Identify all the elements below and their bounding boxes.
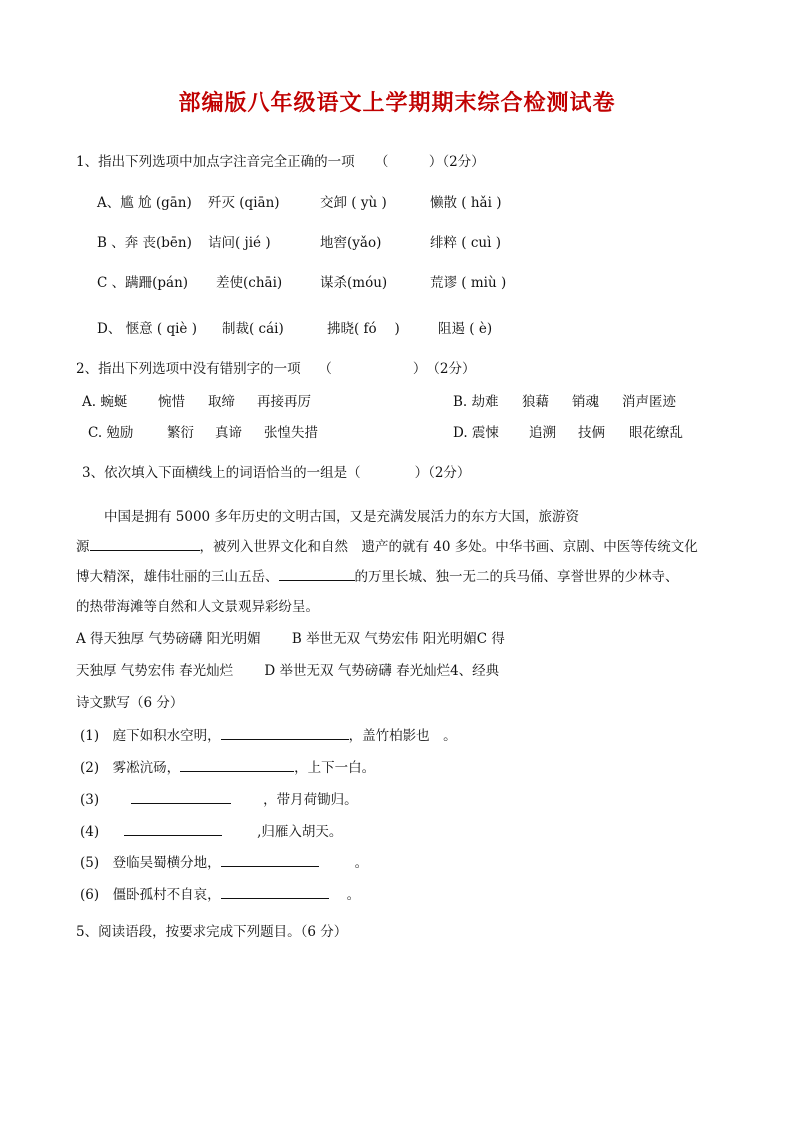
q1-option-d-4: 阻遏 ( è) — [438, 321, 493, 337]
q1-option-c-1: C 、蹒跚(pán) — [97, 275, 189, 291]
q2-option-a-1: A. 蜿蜒 — [82, 394, 128, 410]
q3-passage-line-4: 的热带海滩等自然和人文景观异彩纷呈。 — [76, 599, 319, 615]
q4-item-5-pre: (5) 登临吴蜀横分地， — [80, 855, 221, 871]
q4-item-6-post: 。 — [346, 887, 361, 903]
q1-option-c-2: 差使(chāi) — [216, 275, 283, 291]
q1-option-d-3: 拂晓( fó ) — [327, 321, 400, 337]
q1-option-b-4: 绯粹 ( cuì ) — [430, 235, 501, 251]
q1-option-d-1: D、 惬意 ( qiè ) — [97, 321, 197, 337]
q1-option-b-1: B 、奔 丧(bēn) — [97, 235, 192, 251]
q4-item-5 — [80, 851, 368, 871]
q4-item-3-post: ，带月荷锄归。 — [263, 792, 358, 808]
q1-option-b-3: 地窖(yǎo) — [320, 235, 382, 251]
q3-choices-line-1: A 得天独厚 气势磅礴 阳光明媚 B 举世无双 气势宏伟 阳光明媚C 得 — [76, 631, 505, 647]
q4-item-4-pre: (4) — [80, 824, 100, 840]
q1-option-a-3: 交卸 ( yù ) — [320, 195, 387, 211]
q2-option-d-3: 技俩 — [578, 425, 605, 441]
q2-option-b-1: B. 劫难 — [453, 394, 499, 410]
q4-item-3-pre: (3) — [80, 792, 100, 808]
question-4-stem: 诗文默写（6 分） — [76, 695, 184, 711]
q3-choices-line-2: 天独厚 气势宏伟 春光灿烂 D 举世无双 气势磅礴 春光灿烂4、经典 — [76, 663, 500, 679]
q2-option-b-2: 狼藉 — [522, 394, 549, 410]
q2-option-b-4: 消声匿迹 — [622, 394, 676, 410]
question-2-stem: 2、指出下列选项中没有错别字的一项 （ ） （2分） — [76, 361, 476, 377]
question-3-stem: 3、依次填入下面横线上的词语恰当的一组是（ ）（2分） — [82, 465, 471, 481]
q4-item-5-post: 。 — [354, 855, 369, 871]
q4-item-1-post: ，盖竹柏影也 。 — [348, 728, 457, 744]
q1-option-c-4: 荒谬 ( miù ) — [430, 275, 507, 291]
q3-passage-line-3 — [76, 565, 679, 585]
q4-item-1-pre: (1) 庭下如积水空明， — [80, 728, 221, 744]
q2-option-a-4: 再接再厉 — [257, 394, 311, 410]
q3-blank-1[interactable] — [90, 538, 200, 551]
q4-item-4 — [80, 820, 342, 840]
q3-passage-line-2a: 源 — [76, 539, 90, 555]
q2-option-d-2: 追溯 — [529, 425, 556, 441]
q3-passage-line-2 — [76, 535, 698, 555]
q4-item-6-pre: (6) 僵卧孤村不自哀， — [80, 887, 221, 903]
q1-option-a-1: A、尴 尬 (gān) — [97, 195, 192, 211]
q4-blank-2[interactable] — [180, 759, 294, 772]
q1-option-a-2: 歼灭 (qiān) — [208, 195, 280, 211]
q4-blank-6[interactable] — [221, 886, 329, 899]
q3-blank-2[interactable] — [279, 568, 355, 581]
q4-blank-5[interactable] — [221, 854, 319, 867]
q4-item-1 — [80, 724, 457, 744]
q4-item-2-pre: (2) 雾凇沆砀， — [80, 760, 181, 776]
q4-item-2-post: ，上下一白。 — [294, 760, 376, 776]
q1-option-c-3: 谋杀(móu) — [320, 275, 388, 291]
q3-passage-line-2b: ，被列入世界文化和自然 遗产的就有 40 多处。中华书画、京剧、中医等传统文化 — [199, 539, 698, 555]
q1-option-d-2: 制裁( cái) — [222, 321, 284, 337]
q2-option-c-4: 张惶失措 — [264, 425, 318, 441]
question-5-stem: 5、阅读语段，按要求完成下列题目。（6 分） — [76, 924, 348, 940]
q2-option-c-3: 真谛 — [215, 425, 242, 441]
q2-option-d-4: 眼花缭乱 — [629, 425, 683, 441]
q4-item-2 — [80, 756, 375, 776]
q2-option-b-3: 销魂 — [572, 394, 599, 410]
q1-option-a-4: 懒散 ( hǎi ) — [430, 195, 502, 211]
page-title: 部编版八年级语文上学期期末综合检测试卷 — [178, 90, 616, 116]
q2-option-a-3: 取缔 — [208, 394, 235, 410]
q2-option-d-1: D. 震悚 — [453, 425, 499, 441]
q2-option-c-1: C. 勉励 — [88, 425, 134, 441]
q3-passage-line-1: 中国是拥有 5000 多年历史的文明古国，又是充满发展活力的东方大国，旅游资 — [104, 509, 579, 525]
q1-option-b-2: 诘问( jié ) — [208, 235, 271, 251]
question-1-stem: 1、指出下列选项中加点字注音完全正确的一项 （ ）（2分） — [76, 154, 485, 170]
q4-item-3 — [80, 788, 358, 808]
q4-blank-3[interactable] — [131, 791, 231, 804]
q3-passage-line-3a: 博大精深，雄伟壮丽的三山五岳、 — [76, 569, 279, 585]
q4-item-6 — [80, 883, 360, 903]
q4-blank-4[interactable] — [124, 823, 222, 836]
q2-option-c-2: 繁衍 — [167, 425, 194, 441]
q2-option-a-2: 惋惜 — [158, 394, 185, 410]
q4-item-4-post: ,归雁入胡天。 — [257, 824, 343, 840]
q3-passage-line-3b: 的万里长城、独一无二的兵马俑、享誉世界的少林寺、 — [354, 569, 679, 585]
q4-blank-1[interactable] — [221, 727, 349, 740]
